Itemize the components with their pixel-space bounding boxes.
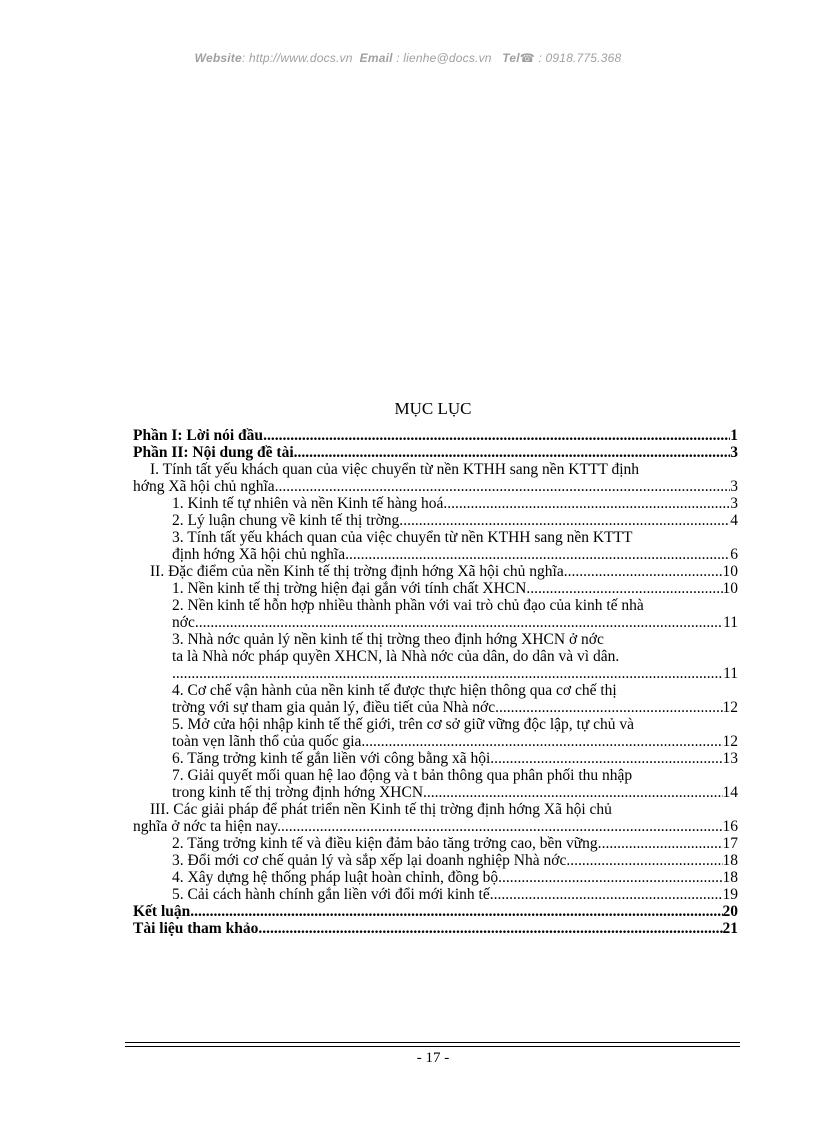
dot-leader bbox=[530, 580, 722, 597]
toc-entry-text: nghĩa ở nớc ta hiện nay. bbox=[133, 818, 281, 835]
dot-leader bbox=[568, 563, 723, 580]
toc-entry-first-line: 3. Tính tất yếu khách quan của việc chuyển từ nền KTHH sang nền KTTT bbox=[172, 529, 633, 546]
dot-leader bbox=[494, 886, 723, 903]
toc-entry-first-line: 7. Giải quyết mối quan hệ lao động và t bản thông qua phân phối thu nhập bbox=[172, 767, 633, 784]
page-number: - 17 - bbox=[416, 1050, 450, 1066]
dot-leader bbox=[258, 920, 722, 937]
toc-entry-2-1[interactable] bbox=[133, 580, 738, 597]
toc-entry-text: Kết luận bbox=[133, 903, 191, 920]
toc-entry-1-3[interactable] bbox=[133, 529, 738, 563]
dot-leader bbox=[403, 512, 730, 529]
toc-entry-2-2[interactable] bbox=[133, 597, 738, 631]
toc-entry-page: 18 bbox=[722, 852, 738, 869]
page-header bbox=[0, 51, 816, 65]
toc-entry-2-3[interactable] bbox=[133, 631, 738, 682]
toc-entry-page: 3 bbox=[730, 444, 738, 461]
toc-entry-page: 16 bbox=[722, 818, 738, 835]
toc-entry-part-1[interactable] bbox=[133, 427, 738, 444]
footer-rule-secondary bbox=[125, 1046, 740, 1047]
toc-entry-text: 5. Cải cách hành chính gắn liền với đổi mới kinh tế. bbox=[172, 886, 494, 903]
toc-entry-text: 1. Nền kinh tế thị trờng hiện đại gắn với tính chất XHCN. bbox=[172, 580, 531, 597]
toc-entry-text: 2. Lý luận chung về kinh tế thị trờng. bbox=[172, 512, 404, 529]
toc-entry-text: 4. Xây dựng hệ thống pháp luật hoàn chỉnh, đồng bộ. bbox=[172, 869, 502, 886]
dot-leader bbox=[281, 818, 723, 835]
toc-entry-first-line: 4. Cơ chế vận hành của nền kinh tế được thực hiện thông qua cơ chế thị bbox=[172, 682, 617, 699]
toc-entry-page: 1 bbox=[730, 427, 738, 444]
tel-label: Tel bbox=[502, 51, 520, 65]
table-of-contents bbox=[133, 427, 738, 937]
toc-entry-section-2[interactable] bbox=[133, 563, 738, 580]
dot-leader bbox=[499, 699, 723, 716]
toc-entry-text: 2. Tăng trởng kinh tế và điều kiện đảm bảo tăng trởng cao, bền vững. bbox=[172, 835, 602, 852]
toc-entry-conclusion[interactable] bbox=[133, 903, 738, 920]
toc-entry-page: 10 bbox=[722, 563, 738, 580]
toc-entry-page: 19 bbox=[722, 886, 738, 903]
dot-leader bbox=[447, 495, 730, 512]
toc-entry-section-3[interactable] bbox=[133, 801, 738, 835]
toc-entry-page: 12 bbox=[722, 733, 738, 750]
website-label: Website bbox=[194, 51, 242, 65]
email-label: Email bbox=[359, 51, 393, 65]
toc-entry-page: 10 bbox=[722, 580, 738, 597]
toc-entry-first-line: 5. Mở cửa hội nhập kinh tế thế giới, trên cơ sở giữ vững độc lập, tự chủ và bbox=[172, 716, 634, 733]
toc-entry-references[interactable] bbox=[133, 920, 738, 937]
toc-entry-page: 13 bbox=[722, 750, 738, 767]
toc-entry-page: 3 bbox=[730, 495, 738, 512]
toc-entry-first-line: 2. Nền kinh tế hỗn hợp nhiều thành phần với vai trò chủ đạo của kinh tế nhà bbox=[172, 597, 644, 614]
dot-leader bbox=[427, 784, 723, 801]
dot-leader bbox=[345, 546, 730, 563]
toc-entry-text: toàn vẹn lãnh thổ của quốc gia. bbox=[172, 733, 366, 750]
toc-entry-1-1[interactable] bbox=[133, 495, 738, 512]
toc-entry-3-2[interactable] bbox=[133, 835, 738, 852]
toc-entry-text: II. Đặc điểm của nền Kinh tế thị trờng định hớng Xã hội chủ nghĩa. bbox=[150, 563, 568, 580]
dot-leader bbox=[365, 733, 722, 750]
toc-entry-page: 11 bbox=[723, 614, 738, 631]
toc-entry-page: 11 bbox=[723, 665, 738, 682]
toc-entry-3-5[interactable] bbox=[133, 886, 738, 903]
toc-title: MỤC LỤC bbox=[394, 399, 472, 418]
toc-entry-2-4[interactable] bbox=[133, 682, 738, 716]
toc-entry-first-line: 3. Nhà nớc quản lý nền kinh tế thị trờng theo định hớng XHCN ở nớc bbox=[172, 631, 604, 648]
toc-entry-3-3[interactable] bbox=[133, 852, 738, 869]
toc-entry-first-line: III. Các giải pháp để phát triển nền Kinh tế thị trờng định hớng Xã hội chủ bbox=[150, 801, 612, 818]
toc-entry-page: 18 bbox=[722, 869, 738, 886]
dot-leader bbox=[294, 444, 731, 461]
dot-leader bbox=[602, 835, 723, 852]
dot-leader bbox=[570, 852, 722, 869]
dot-leader bbox=[275, 478, 731, 495]
dot-leader bbox=[199, 614, 723, 631]
toc-entry-page: 3 bbox=[730, 478, 738, 495]
toc-entry-2-7[interactable] bbox=[133, 767, 738, 801]
toc-entry-page: 17 bbox=[722, 835, 738, 852]
toc-entry-1-2[interactable] bbox=[133, 512, 738, 529]
toc-entry-second-line: ta là Nhà nớc pháp quyền XHCN, là Nhà nớc của dân, do dân và vì dân. bbox=[172, 648, 620, 665]
toc-entry-section-1[interactable] bbox=[133, 461, 738, 495]
dot-leader bbox=[172, 665, 723, 682]
dot-leader bbox=[190, 903, 722, 920]
toc-entry-page: 6 bbox=[730, 546, 738, 563]
toc-entry-text: nớc. bbox=[172, 614, 199, 631]
toc-entry-page: 14 bbox=[722, 784, 738, 801]
toc-entry-text: Phần I: Lời nói đầu bbox=[133, 427, 264, 444]
dot-leader bbox=[502, 869, 723, 886]
toc-entry-text: 3. Đổi mới cơ chế quản lý và sắp xếp lại doanh nghiệp Nhà nớc. bbox=[172, 852, 571, 869]
tel-number: ☎ : 0918.775.368 bbox=[519, 51, 622, 65]
toc-entry-part-2[interactable] bbox=[133, 444, 738, 461]
toc-entry-text: định hớng Xã hội chủ nghĩa bbox=[172, 546, 346, 563]
toc-entry-text: 1. Kinh tế tự nhiên và nền Kinh tế hàng hoá. bbox=[172, 495, 448, 512]
toc-entry-page: 20 bbox=[722, 903, 738, 920]
footer-rule bbox=[125, 1042, 740, 1043]
toc-entry-page: 4 bbox=[730, 512, 738, 529]
website-url[interactable]: : http://www.docs.vn bbox=[241, 51, 353, 65]
toc-entry-text: hớng Xã hội chủ nghĩa bbox=[133, 478, 275, 495]
toc-entry-page: 12 bbox=[722, 699, 738, 716]
dot-leader bbox=[494, 750, 722, 767]
toc-entry-page: 21 bbox=[722, 920, 738, 937]
toc-entry-text: Phần II: Nội dung đề tài bbox=[133, 444, 294, 461]
toc-entry-text: trong kinh tế thị trờng định hớng XHCN. bbox=[172, 784, 427, 801]
email-address[interactable]: : lienhe@docs.vn bbox=[392, 51, 492, 65]
toc-entry-text: Tài liệu tham khảo bbox=[133, 920, 259, 937]
toc-entry-3-4[interactable] bbox=[133, 869, 738, 886]
toc-entry-2-5[interactable] bbox=[133, 716, 738, 750]
toc-entry-2-6[interactable] bbox=[133, 750, 738, 767]
toc-entry-text: 6. Tăng trởng kinh tế gắn liền với công bằng xã hội. bbox=[172, 750, 495, 767]
toc-entry-text: trờng với sự tham gia quản lý, điều tiết của Nhà nớc. bbox=[172, 699, 499, 716]
dot-leader bbox=[263, 427, 730, 444]
toc-entry-first-line: I. Tính tất yếu khách quan của việc chuyển từ nền KTHH sang nền KTTT định bbox=[150, 461, 640, 478]
